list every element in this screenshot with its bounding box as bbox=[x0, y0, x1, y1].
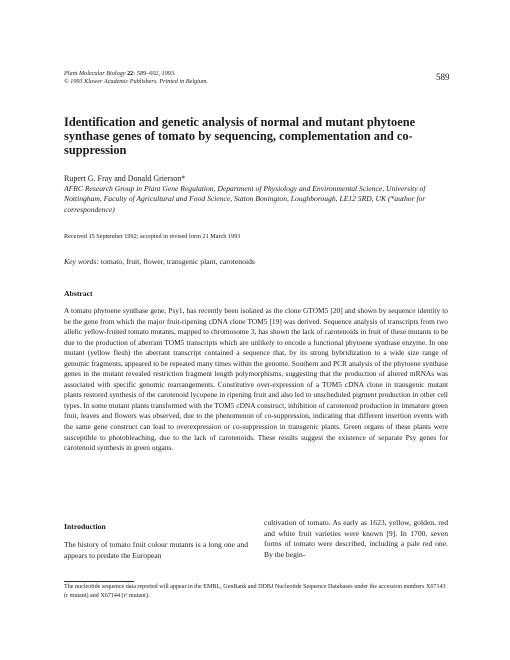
received-dates: Received 15 September 1992; accepted in revised form 21 March 1993 bbox=[64, 233, 241, 240]
copyright-line: © 1993 Kluwer Academic Publishers. Printed in Belgium. bbox=[64, 77, 208, 85]
footnote-divider bbox=[64, 581, 134, 582]
keywords-text: tomato, fruit, flower, transgenic plant, carotenoids bbox=[100, 257, 255, 266]
footnote: The nucleotide sequence data reported will appear in the EMBL, GenBank and DDBJ Nucleotide Sequence Databases under the accession numbers X67143 (r mutant) and X67144 (rʸ mutant). bbox=[64, 584, 446, 600]
journal-volume: 22 bbox=[127, 70, 134, 77]
journal-citation bbox=[64, 70, 454, 78]
journal-name: Plant Molecular Biology bbox=[64, 70, 126, 77]
affiliation: AFRC Research Group in Plant Gene Regulation, Department of Physiology and Environmental Science, University of Nottingham, Faculty of Agricultural and Food Science, Sutton Bonington, Loughborough, LE12 5RD, UK (*author for correspondence) bbox=[64, 184, 426, 214]
author-list: Rupert G. Fray and Donald Grierson* bbox=[64, 174, 186, 183]
introduction-left-column: The history of tomato fruit colour mutants is a long one and appears to predate the European bbox=[64, 540, 248, 560]
introduction-heading: Introduction bbox=[64, 522, 106, 531]
page-number: 589 bbox=[436, 72, 450, 82]
abstract-body: A tomato phytoene synthase gene, Psy1, has recently been isolated as the clone GTOM5 [20] and shown by sequence identity to be the gene from which the major fruit-ripening cDNA clone TOM5 [19] was derived. Sequence analysis of transcripts from two allelic yellow-fruited tomato mutants, mapped to chromosome 3, has shown the lack of carotenoids in fruit of these mutants to be due to the production of aberrant TOM5 transcripts which are unlikely to encode a functional phytoene synthase enzyme. In one mutant (yellow flesh) the aberrant transcript contained a sequence that, by its strong hybridization to a wide size range of genomic fragments, appeared to be repeated many times within the genome. Southern and PCR analysis of the phytoene synthase genes in the mutant revealed restriction fragment length polymorphisms, suggesting that the production of altered mRNAs was associated with specific genomic rearrangements. Constitutive over-expression of a TOM5 cDNA clone in transgenic mutant plants restored synthesis of the carotenoid lycopene in ripening fruit and also led to unscheduled pigment production in other cell types. In some mutant plants transformed with the TOM5 cDNA construct, inhibition of carotenoid production in immature green fruit, leaves and flowers was observed, due to the phenomenon of co-suppression, indicating that different insertion events with the same gene construct can lead to overexpression or co-suppression in transgenic plants. Green organs of these plants were susceptible to photobleaching, due to the lack of carotenoids. These results suggest the existence of separate Psy genes for carotenoid synthesis in green organs. bbox=[64, 306, 448, 453]
keywords-label: Key words: bbox=[64, 257, 99, 266]
paper-title: Identification and genetic analysis of normal and mutant phytoene synthase genes of tomato by sequencing, complementation and co-suppression bbox=[64, 115, 416, 158]
journal-pages-year: : 589–602, 1993. bbox=[133, 70, 176, 77]
keywords bbox=[64, 257, 255, 266]
introduction-right-column: cultivation of tomato. As early as 1623, yellow, golden, red and white fruit varieties were known [9]. In 1700, seven forms of tomato were described, including a pale red one. By the begin- bbox=[264, 518, 448, 559]
journal-header bbox=[64, 70, 454, 85]
abstract-heading: Abstract bbox=[64, 289, 93, 298]
